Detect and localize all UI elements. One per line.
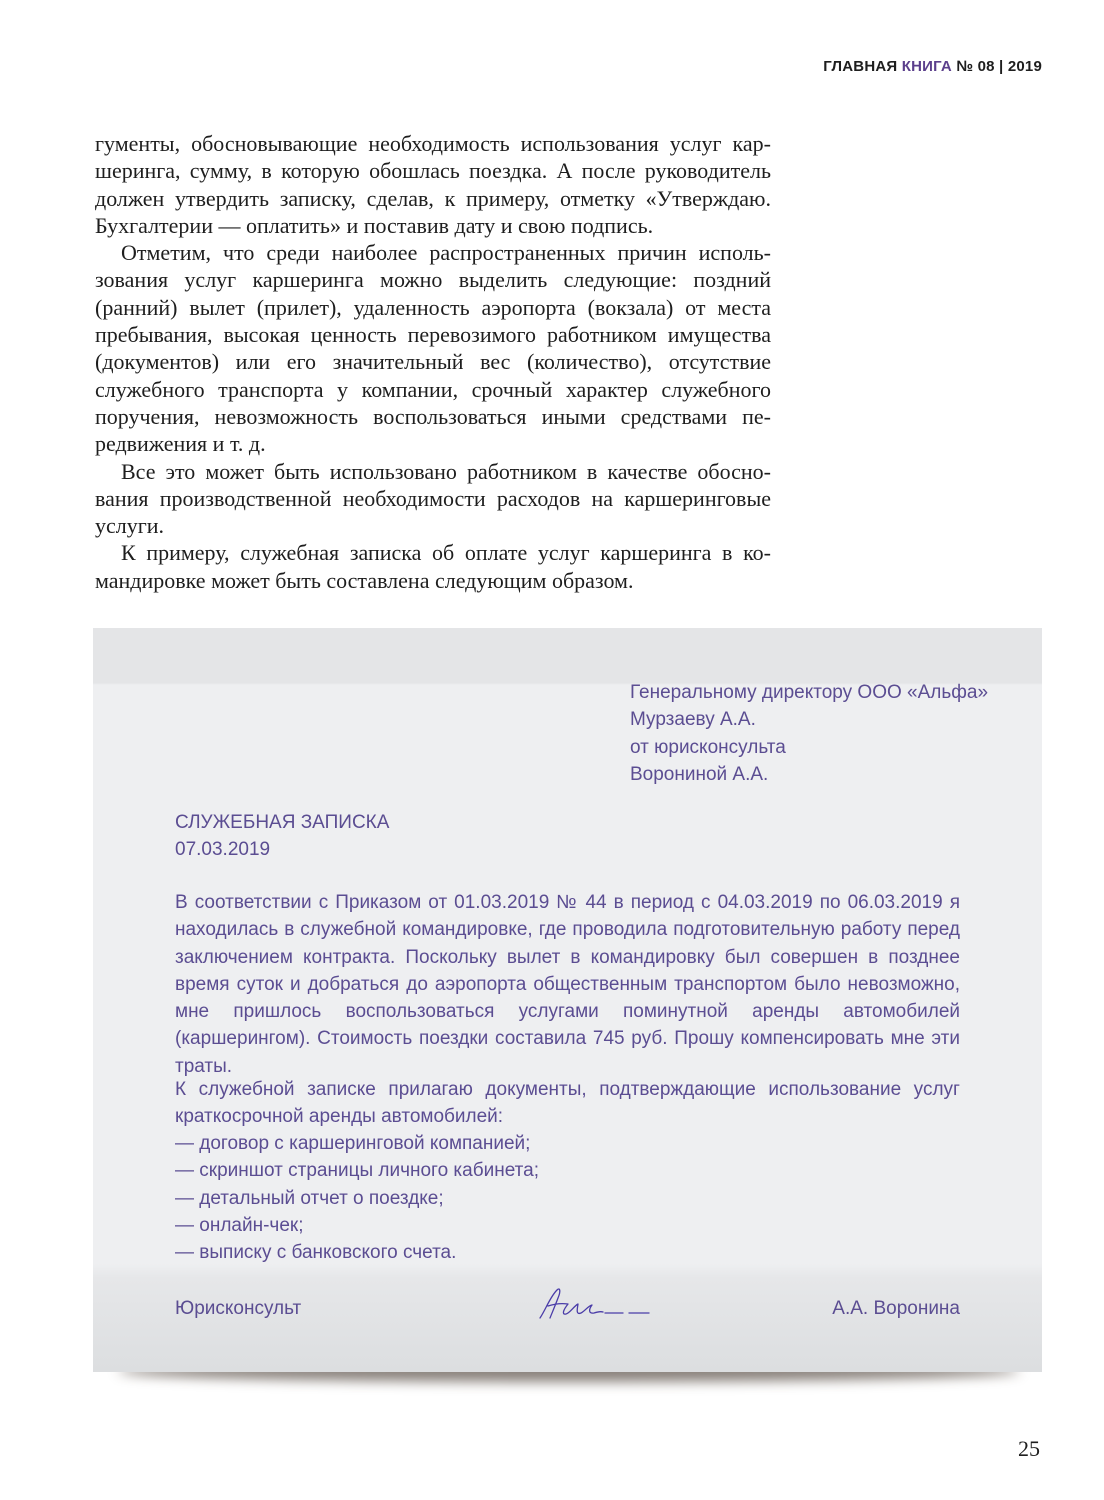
memo-date: 07.03.2019 [175, 839, 271, 861]
magazine-header [823, 58, 1042, 75]
article-paragraph: Отметим, что среди наиболее распространенных причин использования услуг каршеринга можно выделить следующие: поздний (ранний) вылет (прилет), удаленность аэропорта (вокзала) от места пребывания, высокая ценность перевозимого работником имущества (документов) или его значительный вес (количество), отсутствие служебного транспорта у компании, срочный характер служебного поручения, невозможность воспользоваться иными средствами передвижения и т. д. [95, 240, 771, 457]
header-title-main: ГЛАВНАЯ [823, 58, 898, 75]
memo-body-paragraph: К служебной записке прилагаю документы, подтверждающие использование услуг краткосрочной аренды автомобилей: [175, 1079, 960, 1128]
memo-heading [175, 809, 389, 864]
memo-title: СЛУЖЕБНАЯ ЗАПИСКА [175, 812, 390, 833]
header-title-accent: КНИГА [901, 58, 952, 75]
article-paragraph: К примеру, служебная записка об оплате услуг каршеринга в командировке может быть составлена следующим образом. [95, 540, 771, 593]
addressee-line: Мурзаеву А.А. [630, 709, 756, 731]
page-number: 25 [1018, 1436, 1040, 1461]
memo-body-paragraph: В соответствии с Приказом от 01.03.2019 № 44 в период с 04.03.2019 по 06.03.2019 я находилась в служебной командировке, где проводила подготовительную работу перед заключением контракта. Поскольку вылет в командировку был совершен в позднее время суток и добраться до аэропорта общественным транспортом было невозможно, мне пришлось воспользоваться услугами поминутной аренды автомобилей (каршерингом). Стоимость поездки составила 745 руб. Прошу компенсировать мне эти траты. [175, 892, 960, 1077]
attachment-item: — детальный отчет о поездке; [175, 1187, 444, 1209]
memo-addressee [630, 679, 988, 788]
signer-name: А.А. Воронина [832, 1298, 960, 1319]
addressee-line: Ворониной А.А. [630, 763, 769, 785]
article-paragraph: гументы, обосновывающие необходимость использования услуг каршеринга, сумму, в которую обошлась поездка. А после руководитель должен утвердить записку, сделав, к примеру, отметку «Утверждаю. Бухгалтерии — оплатить» и поставив дату и свою подпись. [95, 131, 771, 238]
attachment-item: — скриншот страницы личного кабинета; [175, 1160, 539, 1182]
article-paragraph: Все это может быть использовано работником в качестве обоснования производственной необходимости расходов на каршеринговые услуги. [95, 458, 771, 539]
signer-position: Юрисконсульт [175, 1298, 302, 1319]
addressee-line: от юрисконсульта [630, 736, 786, 758]
header-issue: № 08 | 2019 [956, 58, 1042, 75]
addressee-line: Генеральному директору ООО «Альфа» [630, 682, 989, 703]
memo-document [93, 628, 1042, 1372]
attachment-item: — договор с каршеринговой компанией; [175, 1133, 531, 1154]
memo-attachments-list [175, 1130, 539, 1266]
memo-signature-row [175, 1295, 960, 1323]
article-text [95, 130, 771, 594]
attachment-item: — онлайн-чек; [175, 1214, 304, 1236]
attachment-item: — выписку с банковского счета. [175, 1242, 457, 1264]
handwritten-signature [537, 1285, 652, 1325]
